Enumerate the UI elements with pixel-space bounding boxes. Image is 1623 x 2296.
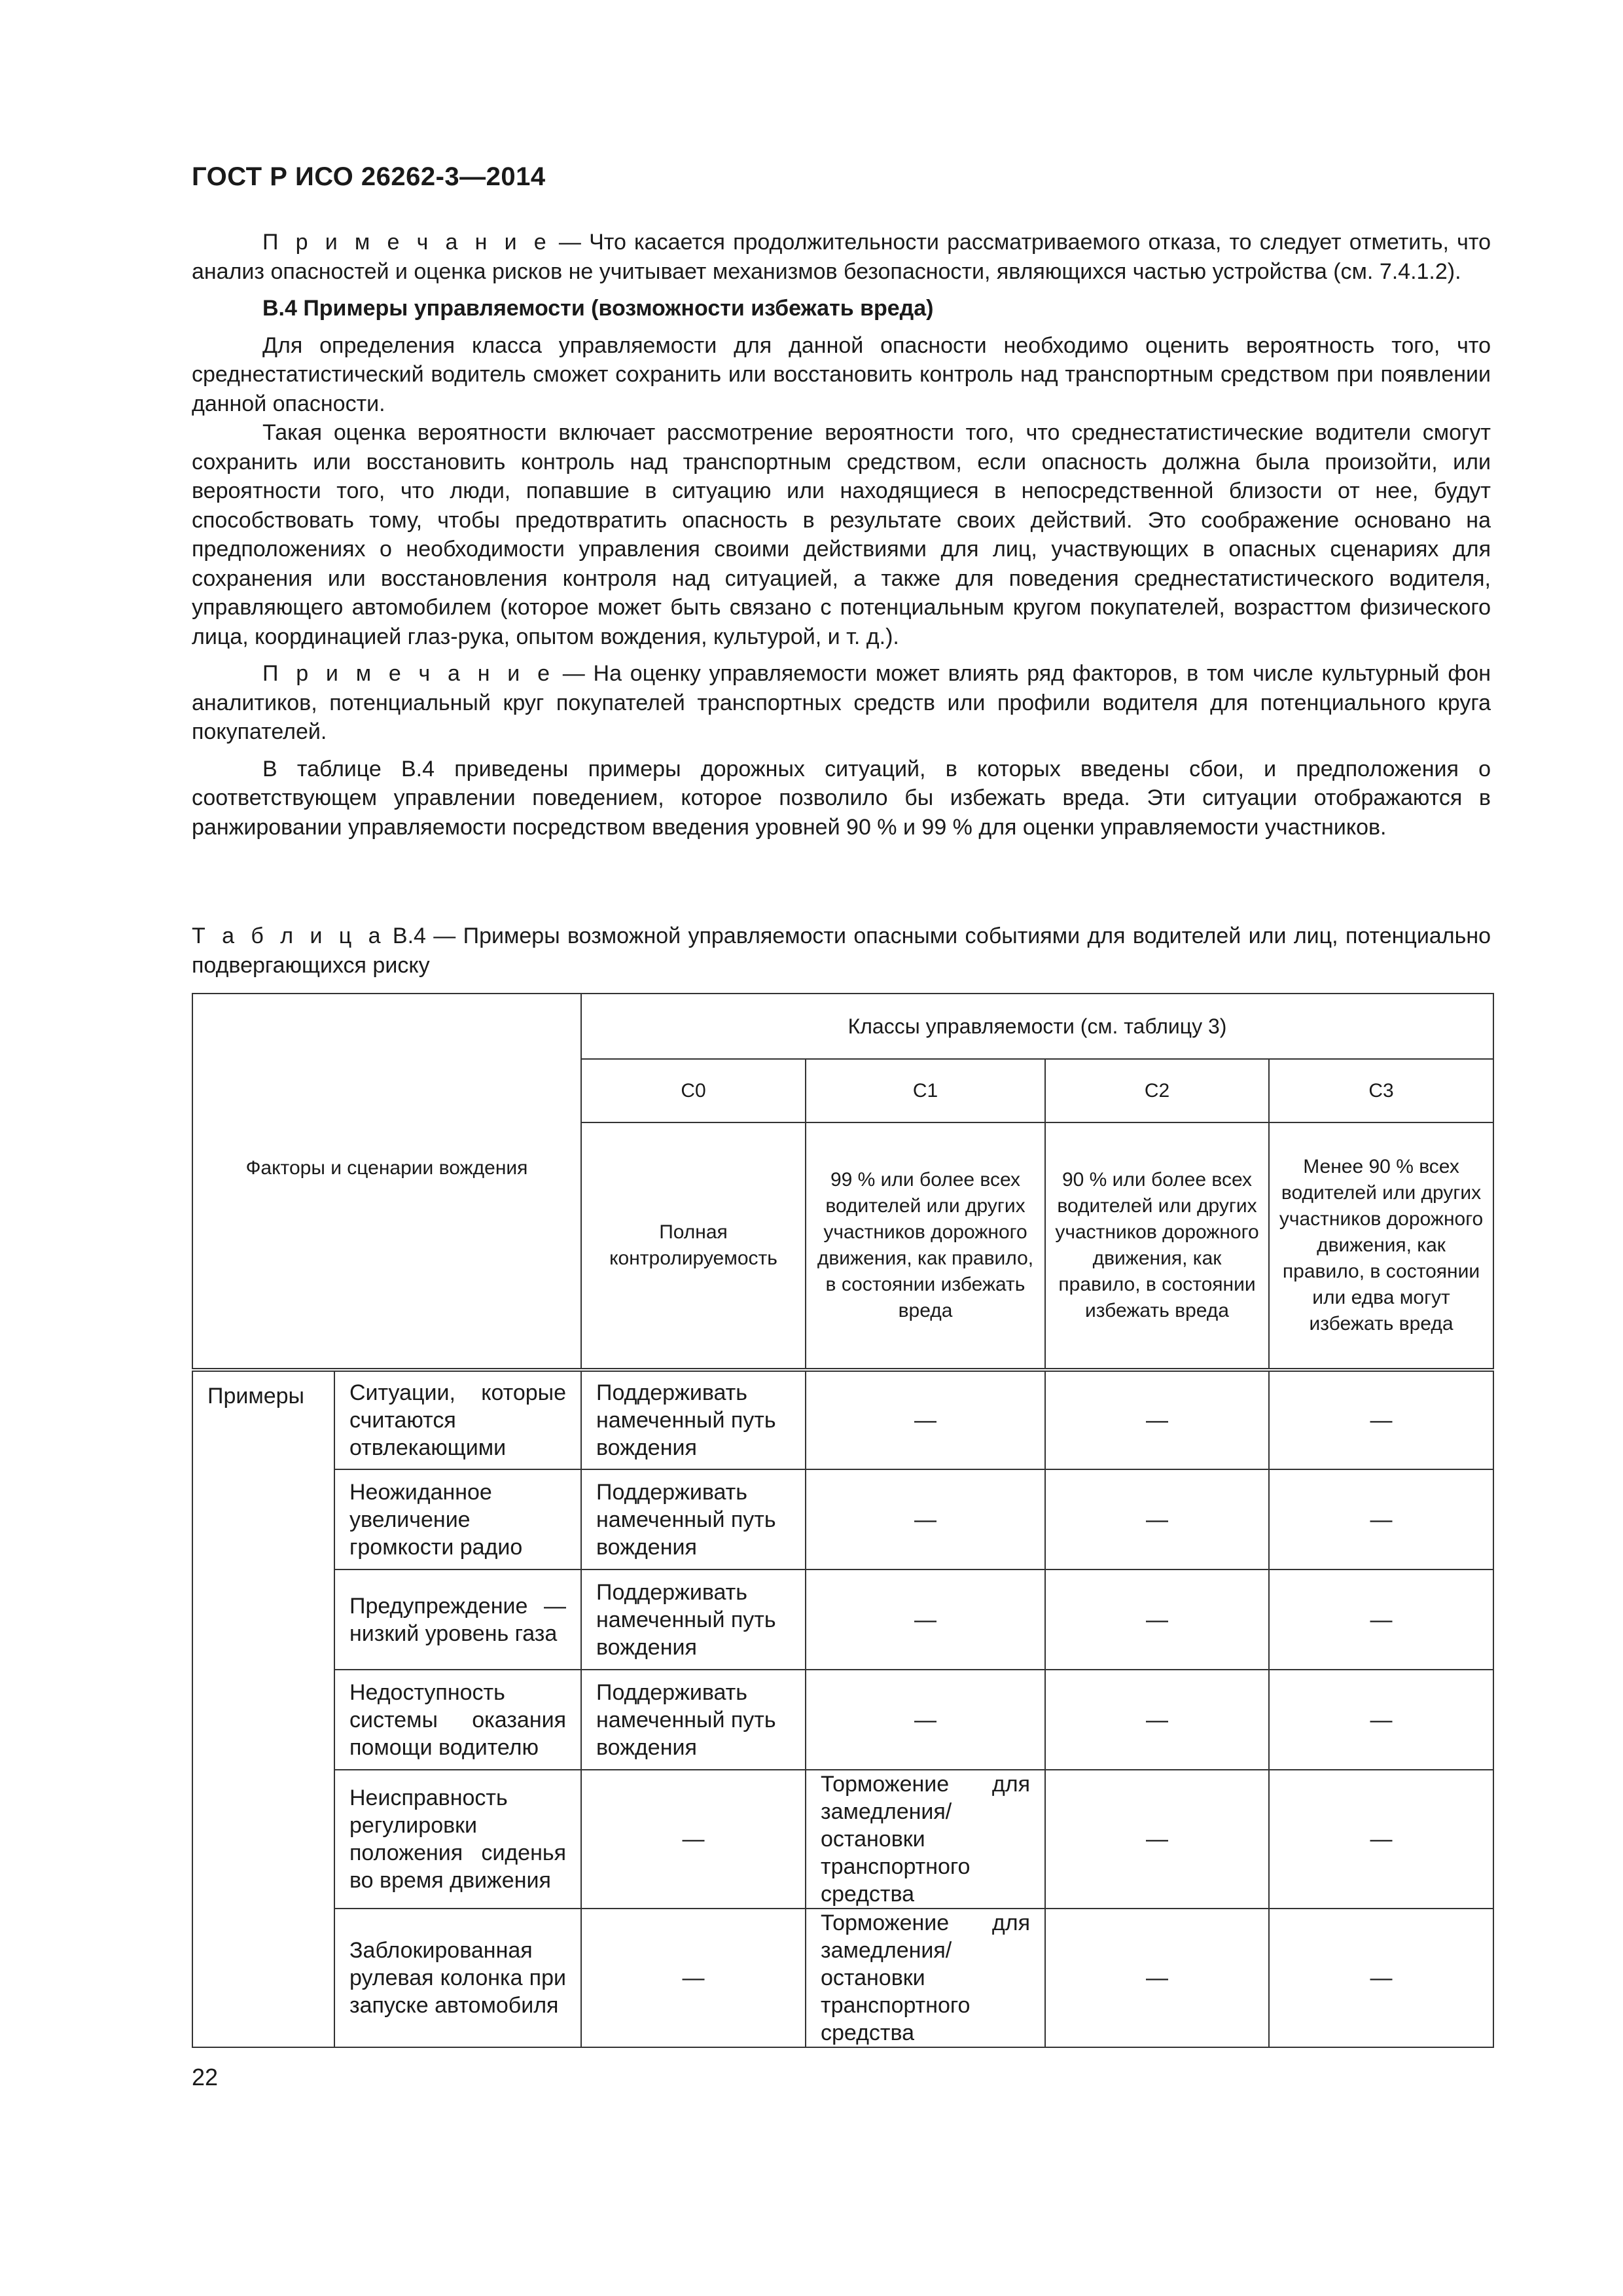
controllability-table (192, 993, 1494, 2048)
caption-text: В.4 — Примеры возможной управляемости опасными событиями для водителей или лиц, потенциально подвергающихся риску (192, 924, 1491, 978)
c1-cell: Торможение для замедления/остановки транспортного средства (806, 1909, 1045, 2047)
c3-cell: — (1269, 1670, 1493, 1770)
paragraph-1: Для определения класса управляемости для данной опасности необходимо оценить вероятность того, что среднестатистический водитель сможет сохранить или восстановить контроль над транспортным средством при появлении данной опасности. (192, 332, 1491, 416)
section-heading: В.4 Примеры управляемости (возможности избежать вреда) (262, 296, 934, 321)
c1-cell: — (806, 1469, 1045, 1570)
c3-cell: — (1269, 1570, 1493, 1670)
note-text: — Что касается продолжительности рассматриваемого отказа, то следует отметить, что анализ опасностей и оценка рисков не учитывает механизмов безопасности, являющихся частью устройства (см. 7.4.1.2). (192, 230, 1491, 284)
class-c3-description: Менее 90 % всех водителей или других участников дорожного движения, как правило, в состоянии или едва могут избежать вреда (1269, 1122, 1493, 1370)
c0-cell: — (581, 1770, 806, 1909)
factors-header: Факторы и сценарии вождения (192, 994, 581, 1370)
c3-cell: — (1269, 1370, 1493, 1469)
c3-cell: — (1269, 1909, 1493, 2047)
c2-cell: — (1045, 1670, 1269, 1770)
note-label: П р и м е ч а н и е (262, 661, 554, 686)
c2-cell: — (1045, 1469, 1269, 1570)
body-text-block (192, 228, 1491, 842)
c1-cell: — (806, 1570, 1045, 1670)
c0-cell: Поддерживать намеченный путь вождения (581, 1370, 806, 1469)
scenario-cell: Неожиданное увеличение громкости радио (334, 1469, 581, 1570)
c2-cell: — (1045, 1570, 1269, 1670)
class-c0-description: Полная контролируемость (581, 1122, 806, 1370)
table-caption (192, 922, 1491, 980)
classes-header: Классы управляемости (см. таблицу 3) (581, 994, 1493, 1059)
class-c2-description: 90 % или более всех водителей или других участников дорожного движения, как правило, в состоянии избежать вреда (1045, 1122, 1269, 1370)
note-2 (192, 659, 1491, 747)
scenario-cell: Предупреждение — низкий уровень газа (334, 1570, 581, 1670)
examples-label: Примеры (192, 1370, 334, 2047)
paragraph-2: Такая оценка вероятности включает рассмотрение вероятности того, что среднестатистические водители смогут сохранить или восстановить контроль над транспортным средством, если опасность должна была произойти, или вероятности того, что люди, попавшие в ситуацию или находящиеся в непосредственной близости от нее, будут способствовать тому, чтобы предотвратить опасность в результате своих действий. Это соображение основано на предположениях о необходимости управления своими действиями для лиц, участвующих в опасных сценариях для сохранения или восстановления контроля над ситуацией, а также для поведения среднестатистического водителя, управляющего автомобилем (которое может быть связано с потенциальным кругом покупателей, возрасттом физического лица, координацией глаз-рука, опытом вождения, культурой, и т. д.). (192, 420, 1491, 649)
c1-cell: — (806, 1670, 1045, 1770)
class-c3-header: C3 (1269, 1059, 1493, 1122)
c0-cell: Поддерживать намеченный путь вождения (581, 1570, 806, 1670)
class-c1-description: 99 % или более всех водителей или других участников дорожного движения, как правило, в состоянии избежать вреда (806, 1122, 1045, 1370)
scenario-cell: Неисправность регулировки положения сиденья во время движения (334, 1770, 581, 1909)
c2-cell: — (1045, 1370, 1269, 1469)
document-header: ГОСТ Р ИСО 26262-3—2014 (192, 162, 546, 191)
caption-label: Т а б л и ц а (192, 924, 385, 948)
page-number: 22 (192, 2064, 219, 2090)
class-c1-header: C1 (806, 1059, 1045, 1122)
c1-cell: Торможение для замедления/остановки транспортного средства (806, 1770, 1045, 1909)
c2-cell: — (1045, 1770, 1269, 1909)
c2-cell: — (1045, 1909, 1269, 2047)
note-label: П р и м е ч а н и е (262, 230, 551, 255)
scenario-cell: Заблокированная рулевая колонка при запуске автомобиля (334, 1909, 581, 2047)
c0-cell: Поддерживать намеченный путь вождения (581, 1670, 806, 1770)
scenario-cell: Недоступность системы оказания помощи водителю (334, 1670, 581, 1770)
note-text: — На оценку управляемости может влиять ряд факторов, в том числе культурный фон аналитиков, потенциальный круг покупателей транспортных средств или профили водителя для потенциального круга покупателей. (192, 661, 1491, 744)
c1-cell: — (806, 1370, 1045, 1469)
class-c2-header: C2 (1045, 1059, 1269, 1122)
c0-cell: Поддерживать намеченный путь вождения (581, 1469, 806, 1570)
paragraph-3: В таблице В.4 приведены примеры дорожных ситуаций, в которых введены сбои, и предположения о соответствующем управлении поведением, которое позволило бы избежать вреда. Эти ситуации отображаются в ранжировании управляемости посредством введения уровней 90 % и 99 % для оценки управляемости участников. (192, 756, 1491, 840)
class-c0-header: C0 (581, 1059, 806, 1122)
scenario-cell: Ситуации, которые считаются отвлекающими (334, 1370, 581, 1469)
c3-cell: — (1269, 1770, 1493, 1909)
note-1 (192, 228, 1491, 286)
c3-cell: — (1269, 1469, 1493, 1570)
c0-cell: — (581, 1909, 806, 2047)
